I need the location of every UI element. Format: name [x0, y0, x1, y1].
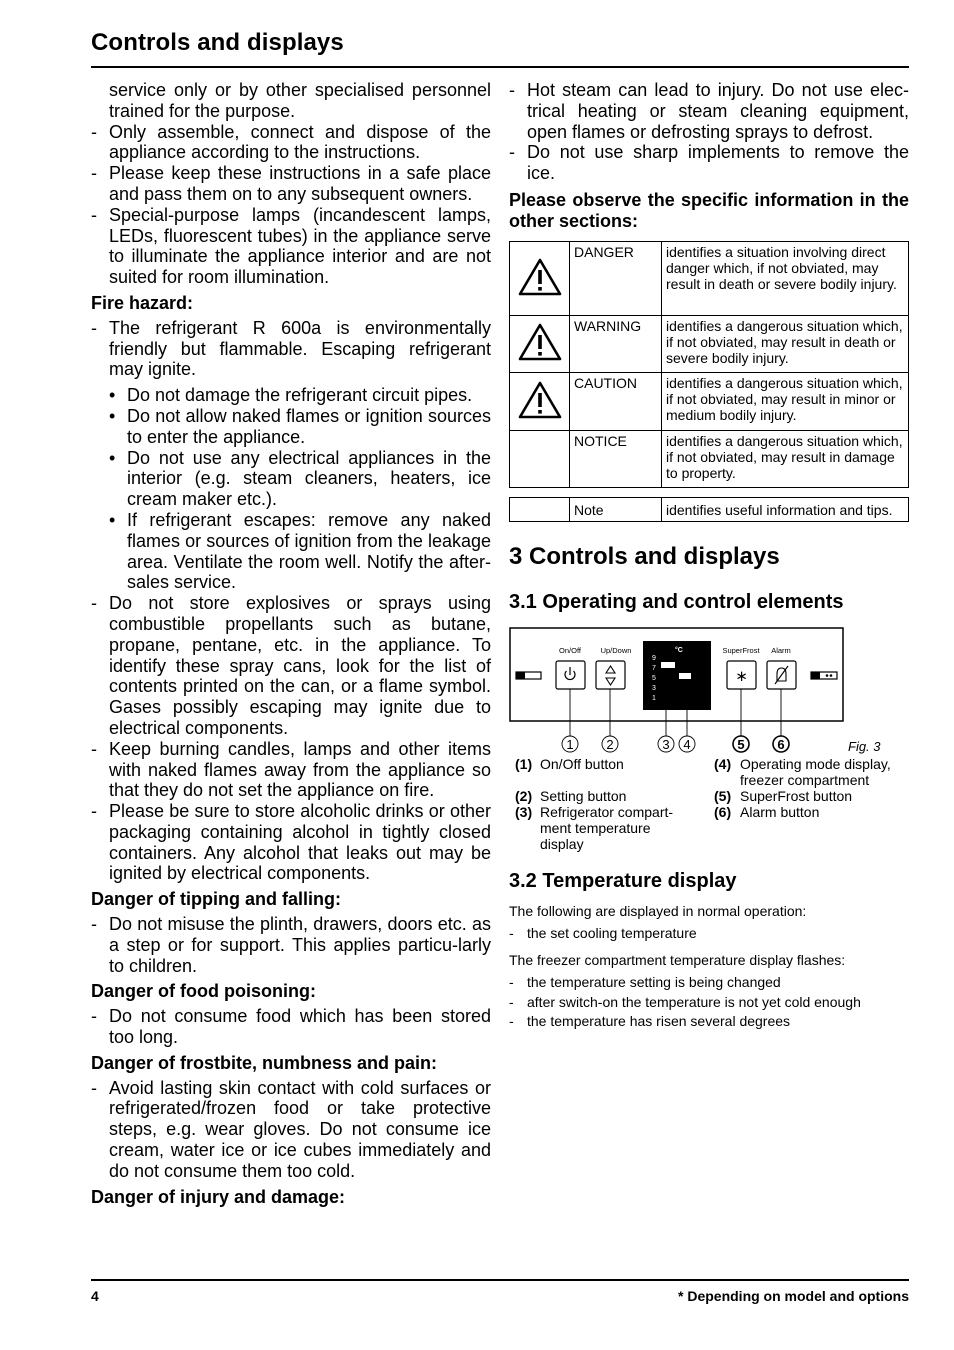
list-item: - The refrigerant R 600a is environmentally friendly but flammable. Escaping refrigerant may ignite. [91, 318, 491, 380]
note-description: identifies useful information and tips. [662, 498, 909, 522]
note-table [509, 497, 909, 522]
header-rule [91, 66, 909, 68]
list-item: - Please keep these instructions in a safe place and pass them on to any subsequent owners. [91, 163, 491, 205]
svg-text:5: 5 [737, 737, 745, 752]
temperature-display-text [509, 902, 909, 1032]
signal-label: NOTICE [570, 431, 662, 488]
callout-5 [733, 736, 749, 752]
onoff-label: On/Off [559, 646, 581, 655]
svg-text:6: 6 [777, 737, 785, 752]
list-item: - the temperature setting is being changed [509, 973, 909, 993]
svg-text:1: 1 [566, 737, 574, 752]
freezer-segment [679, 673, 691, 679]
list-item: - Special-purpose lamps (incandescent lamps, LEDs, fluorescent tubes) in the appliance serve to illuminate the appliance interior and are not suited for room illumination. [91, 205, 491, 288]
heading-fire-hazard: Fire hazard: [91, 292, 194, 313]
right-column [509, 80, 909, 236]
heading-tipping: Danger of tipping and falling: [91, 889, 341, 910]
page-title: Controls and displays [91, 29, 344, 56]
list-item: - Do not consume food which has been stored too long. [91, 1006, 491, 1048]
bullet-item: • Do not allow naked flames or ignition sources to enter the appliance. [91, 406, 491, 448]
signal-description: identifies a situation involving direct danger which, if not obviated, may result in death or severe bodily injury. [662, 242, 909, 316]
legend-item: (5) SuperFrost button [714, 788, 853, 804]
alarm-label: Alarm [771, 646, 791, 655]
footer-note: * Depending on model and options [678, 1288, 909, 1304]
list-item: - Please be sure to store alcoholic drinks or other packaging containing alcohol in tightly closed containers. Any alcohol that leaks out may be ignited by electrical components. [91, 801, 491, 884]
table-row [510, 431, 909, 488]
scale-digit: 9 [652, 655, 656, 662]
page-number: 4 [91, 1288, 99, 1304]
bullet-item: • If refrigerant escapes: remove any naked flames or sources of ignition from the leakage area. Ventilate the room well. Notify the after-sales service. [91, 510, 491, 593]
list-item: - after switch-on the temperature is not yet cold enough [509, 993, 909, 1013]
signal-label: DANGER [570, 242, 662, 316]
signal-word-table [509, 241, 909, 488]
heading-injury: Danger of injury and damage: [91, 1186, 346, 1207]
fridge-right-icon [811, 672, 837, 679]
signal-description: identifies a dangerous situation which, if not obviated, may result in death or severe bodily injury. [662, 316, 909, 373]
svg-text:3: 3 [662, 737, 670, 752]
warning-triangle-icon [510, 316, 570, 373]
scale-digit: 5 [652, 675, 656, 682]
signal-description: identifies a dangerous situation which, if not obviated, may result in damage to property. [662, 431, 909, 488]
bullet-item: • Do not damage the refrigerant circuit pipes. [91, 385, 491, 406]
list-item: - Do not use sharp implements to remove the ice. [509, 142, 909, 184]
note-label: Note [570, 498, 662, 522]
list-item: - Only assemble, connect and dispose of the appliance according to the instructions. [91, 122, 491, 164]
table-row [510, 498, 909, 522]
warning-triangle-icon [510, 242, 570, 316]
scale-digit: 7 [652, 665, 656, 672]
legend-item: (3) Refrigerator compart-ment temperature display [515, 804, 674, 852]
warning-triangle-icon [510, 373, 570, 431]
fridge-segment [661, 662, 675, 668]
figure-caption: Fig. 3 [848, 739, 881, 754]
paragraph: The freezer compartment temperature display flashes: [509, 952, 846, 969]
superfrost-label: SuperFrost [722, 646, 760, 655]
subsection-heading-3-2: 3.2 Temperature display [509, 870, 737, 892]
signal-label: WARNING [570, 316, 662, 373]
scale-digit: 3 [652, 685, 656, 692]
updown-label: Up/Down [600, 646, 632, 655]
list-item: - Keep burning candles, lamps and other items with naked flames away from the appliance so that they do not set the appliance on fire. [91, 739, 491, 801]
table-row [510, 316, 909, 373]
heading-frostbite: Danger of frostbite, numbness and pain: [91, 1052, 438, 1073]
legend-item: (6) Alarm button [714, 804, 820, 820]
bullet-item: • Do not use any electrical appliances in the interior (e.g. steam cleaners, heaters, ice cream maker etc.). [91, 448, 491, 510]
svg-text:4: 4 [683, 737, 691, 752]
list-item: - Avoid lasting skin contact with cold surfaces or refrigerated/frozen food or take protective steps, e.g. wear gloves. Do not consume ice cream, water ice or ice cubes immediately and do not consume them too cold. [91, 1078, 491, 1182]
unit-label: °C [675, 647, 683, 654]
heading-food-poisoning: Danger of food poisoning: [91, 981, 316, 1002]
list-item: - Do not misuse the plinth, drawers, doors etc. as a step or for support. This applies particu-larly to children. [91, 914, 491, 976]
list-item: - Hot steam can lead to injury. Do not use elec-trical heating or steam cleaning equipment, open flames or defrosting sprays to defrost. [509, 80, 909, 142]
control-panel-figure [509, 626, 899, 758]
section-heading: 3 Controls and displays [509, 543, 780, 570]
snowflake-icon: ∗ [735, 667, 748, 685]
list-item: - Do not store explosives or sprays using combustible propellants such as butane, propane, pentane, etc. in the appliance. To identify these spray cans, look for the list of contents printed on the can, or a flame symbol. Gases possibly escaping may ignite due to electrical components. [91, 593, 491, 739]
callout-numbers [562, 736, 789, 752]
callout-1 [562, 736, 578, 752]
signal-description: identifies a dangerous situation which, if not obviated, may result in minor or medium bodily injury. [662, 373, 909, 431]
footer-rule [91, 1279, 909, 1281]
callout-6 [773, 736, 789, 752]
svg-text:2: 2 [606, 737, 614, 752]
observe-heading: Please observe the specific information in the other sections: [509, 189, 909, 231]
scale-digit: 1 [652, 695, 656, 702]
callout-4 [679, 736, 695, 752]
legend-item: (4) Operating mode display, freezer compartment [714, 756, 891, 788]
table-row [510, 373, 909, 431]
paragraph: The following are displayed in normal operation: [509, 903, 807, 919]
list-item: - the temperature has risen several degrees [509, 1012, 909, 1032]
left-column [91, 80, 491, 1211]
callout-2 [602, 736, 618, 752]
callout-3 [658, 736, 674, 752]
signal-label: CAUTION [570, 373, 662, 431]
legend-item: (1) On/Off button [515, 756, 624, 772]
fridge-left-icon [516, 672, 541, 679]
list-item: - the set cooling temperature [509, 924, 909, 944]
paragraph: service only or by other specialised personnel trained for the purpose. [109, 80, 491, 121]
table-row [510, 242, 909, 316]
subsection-heading-3-1: 3.1 Operating and control elements [509, 591, 844, 613]
legend-item: (2) Setting button [515, 788, 627, 804]
